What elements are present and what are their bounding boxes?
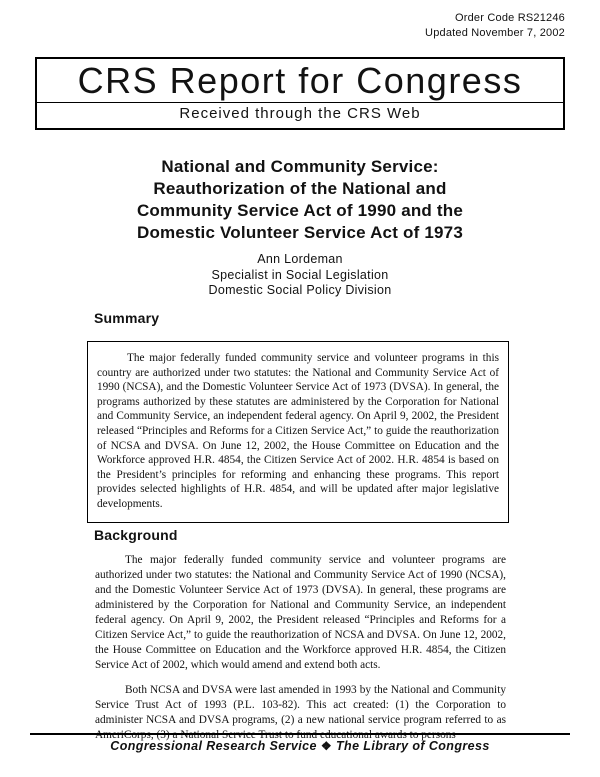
title-line-4: Domestic Volunteer Service Act of 1973 <box>136 223 463 242</box>
page-footer <box>30 733 570 753</box>
background-paragraph-1: The major federally funded community service and volunteer programs are authorized under two statutes: the National and Community Service Act of 1990 (NCSA), and the Domestic Volunteer Service Act of 1973 (DVSA). In general, these programs are administered by the Corporation for National and Community Service, an independent federal agency. On April 9, 2002, the President released “Principles and Reforms for a Citizen Service Act,” to guide the reauthorization of NCSA and DVSA. On June 12, 2002, the House Committee on Education and the Workforce approved H.R. 4854, the Citizen Service Act of 2002, which would amend and extend both acts. <box>95 554 506 671</box>
background-paragraph-2: Both NCSA and DVSA were last amended in 1993 by the National and Community Service Trust Act of 1993 (P.L. 103-82). This act created: (1) the Corporation to administer NCSA and DVSA programs, (2) a new national service program referred to as AmeriCorps, (3) a National Service Trust to fund educational awards to persons <box>95 684 506 741</box>
diamond-icon: ❖ <box>320 739 333 753</box>
footer-org-left: Congressional Research Service <box>110 739 317 753</box>
title-line-2: Reauthorization of the National and <box>153 179 447 198</box>
header-meta <box>425 11 565 41</box>
order-code: Order Code RS21246 <box>455 12 565 24</box>
footer-org-right: The Library of Congress <box>336 739 490 753</box>
report-title <box>0 156 600 244</box>
summary-heading: Summary <box>94 310 160 326</box>
updated-date: Updated November 7, 2002 <box>425 27 565 39</box>
author-division: Domestic Social Policy Division <box>208 283 392 297</box>
author-role: Specialist in Social Legislation <box>211 267 389 282</box>
background-heading: Background <box>94 527 178 543</box>
summary-box <box>87 341 509 523</box>
title-line-1: National and Community Service: <box>161 157 439 176</box>
title-line-3: Community Service Act of 1990 and the <box>136 201 464 220</box>
background-body <box>95 553 506 753</box>
summary-paragraph: The major federally funded community service and volunteer programs in this country are authorized under two statutes: the National and Community Service Act of 1990 (NCSA), and the Domestic Volunteer Service Act of 1973 (DVSA). In general, the programs authorized by these statutes are administered by the Corporation for National and Community Service, an independent federal agency. On April 9, 2002, the President released “Principles and Reforms for a Citizen Service Act,” to guide the reauthorization of NCSA and DVSA. On June 12, 2002, the House Committee on Education and the Workforce approved H.R. 4854, the Citizen Service Act of 2002. H.R. 4854 is based on the President’s principles for reforming and enhancing these programs. This report provides selected highlights of H.R. 4854, and will be updated after major legislative developments. <box>97 352 499 510</box>
crs-banner <box>35 57 565 130</box>
author-block <box>0 252 600 299</box>
author-name: Ann Lordeman <box>257 252 343 266</box>
banner-title: CRS Report for Congress <box>77 60 523 101</box>
banner-subtitle: Received through the CRS Web <box>179 105 421 122</box>
